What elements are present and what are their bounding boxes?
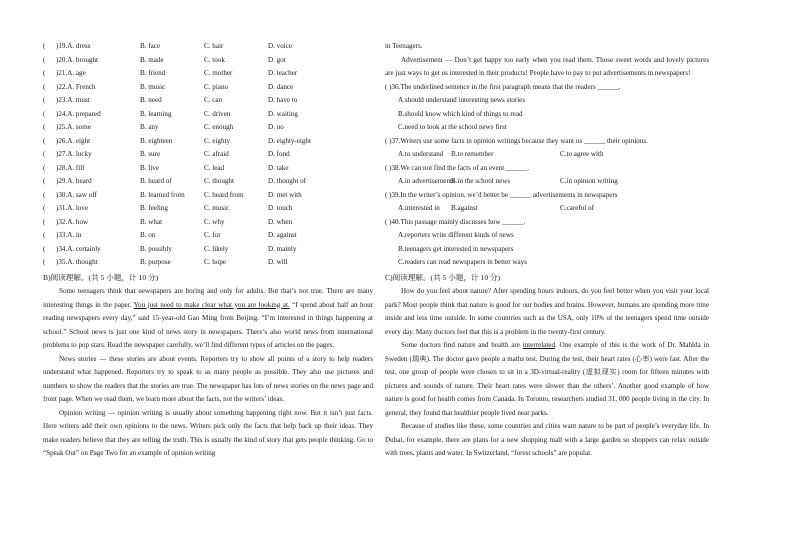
option-d: D. will: [268, 258, 288, 266]
option-b: B. learning: [140, 109, 172, 118]
option-c: C. afraid: [204, 150, 229, 158]
answer-bracket: (: [43, 150, 46, 158]
question-number: )27.: [56, 150, 68, 158]
option-a: A. must: [67, 96, 90, 104]
question-number: )20.: [56, 55, 68, 64]
option-a: A. love: [67, 204, 89, 212]
section-b-paragraph-1: Some teenagers think that newspapers are boring and only for adults. But that’s not true. There are many interesting things in the paper. You just need to make clear what you are looking at. “I spend about half an hour reading newspapers every day,” said 15-year-old Gao Ming from Beijing. “I’m interested in things happening at school.” School news is just one kind of news story in newspapers. There’s also world news from international problems to pop stars. Read the newspaper carefully, we’ll find different types of articles on the pages.: [43, 287, 373, 349]
question-option: B.in the school news: [451, 177, 511, 185]
section-c-paragraph-1: How do you feel about nature? After spending hours indoors, do you feel better when you visit your local park? Most people think that nature is good for our bodies and brains. However, humans are spending more time inside and less time outside. In some countries such as the USA, only 10% of the teenagers spend time outside every day. Many doctors feel that this is a problem in the twenty-first century.: [385, 287, 709, 336]
option-c: C. likely: [204, 244, 229, 253]
option-a: A. thought: [67, 258, 98, 266]
question-number-and-option-a: [56, 162, 84, 176]
question-number-and-option-a: [56, 135, 90, 149]
question-number-and-option-a: [56, 121, 91, 135]
option-c: C. hope: [204, 258, 227, 266]
question-options-row: [385, 202, 709, 216]
question-number-and-option-a: [56, 40, 90, 54]
question-number-and-option-a: [56, 229, 81, 243]
option-a: A. some: [67, 123, 91, 131]
question-number: )33.: [56, 231, 68, 239]
option-b: B. made: [140, 55, 164, 64]
answer-bracket: (: [43, 136, 46, 145]
question-number: )22.: [56, 82, 68, 91]
section-c-title: C)阅读理解。(共 5 小题，计 10 分): [385, 272, 501, 282]
question-option: A.reporters write different kinds of news: [398, 231, 514, 239]
question-option: C.readers can read newspapers in better ways: [398, 258, 528, 266]
cloze-row: [43, 175, 373, 189]
option-d: D. have to: [268, 96, 298, 104]
cloze-row: [43, 40, 373, 54]
option-d: D. voice: [268, 42, 293, 50]
option-c: C. piano: [204, 82, 229, 91]
answer-bracket: (: [43, 163, 46, 172]
option-b: B. purpose: [140, 258, 171, 266]
question-stem: ( )40.This passage mainly discusses how ______.: [385, 217, 526, 226]
option-c: C. took: [204, 55, 225, 64]
question-number: )28.: [56, 163, 68, 172]
question-options-row: [385, 148, 709, 162]
cloze-row: [43, 94, 373, 108]
option-d: D. touch: [268, 204, 293, 212]
option-d: D. met with: [268, 190, 302, 199]
cloze-row: [43, 256, 373, 270]
option-a: A. prepared: [67, 109, 101, 118]
option-a: A. French: [67, 82, 96, 91]
question-stem: ( )39.In the writer’s opinion, we’d better be ______ advertisements in newspapers: [385, 190, 618, 199]
answer-bracket: (: [43, 69, 46, 77]
option-c: C. can: [204, 96, 223, 104]
question-option: A.should understand interesting news stories: [398, 96, 526, 104]
question-number: )30.: [56, 190, 68, 199]
cloze-options-list: [43, 40, 373, 270]
question-number-and-option-a: [56, 108, 101, 122]
option-b: B. need: [140, 96, 162, 104]
option-d: D. eighty-eight: [268, 136, 311, 145]
cloze-row: [43, 108, 373, 122]
option-d: D. waiting: [268, 109, 298, 118]
question-stem: ( )37.Writers use some facts in opinion writings because they want us ______ their opinions.: [385, 136, 648, 145]
question-options-row: [385, 175, 709, 189]
answer-bracket: (: [43, 82, 46, 91]
option-a: A. certainly: [67, 244, 101, 253]
section-b-title: B)阅读理解。(共 5 小题，计 10 分): [43, 272, 159, 282]
question-number-and-option-a: [56, 67, 86, 81]
option-b: B. eighteen: [140, 136, 173, 145]
cloze-row: [43, 216, 373, 230]
question-option: B.against: [451, 204, 478, 212]
cloze-row: [43, 67, 373, 81]
answer-bracket: (: [43, 55, 46, 64]
right-column: [385, 40, 709, 461]
option-c: C. music: [204, 204, 230, 212]
answer-bracket: (: [43, 244, 46, 253]
option-c: C. enough: [204, 123, 234, 131]
option-b: B. live: [140, 163, 159, 172]
option-d: D. thought of: [268, 177, 307, 185]
question-number: )35.: [56, 258, 68, 266]
answer-bracket: (: [43, 96, 46, 104]
question-number-and-option-a: [56, 175, 92, 189]
option-a: A. dress: [67, 42, 91, 50]
question-option: B.teenagers get interested in newspapers: [398, 244, 514, 253]
option-d: D. got: [268, 55, 286, 64]
answer-bracket: (: [43, 204, 46, 212]
question-number-and-option-a: [56, 256, 98, 270]
question-number-and-option-a: [56, 148, 92, 162]
question-number: )23.: [56, 96, 68, 104]
option-d: D. against: [268, 231, 297, 239]
answer-bracket: (: [43, 258, 46, 266]
answer-bracket: (: [43, 190, 46, 199]
question-option: A.to understand: [398, 150, 444, 158]
option-d: D. teacher: [268, 69, 298, 77]
option-a: A. fill: [67, 163, 85, 172]
option-b: B. possibly: [140, 244, 172, 253]
question-number-and-option-a: [56, 94, 90, 108]
option-b: B. face: [140, 42, 161, 50]
answer-bracket: (: [43, 42, 46, 50]
question-number-and-option-a: [56, 216, 88, 230]
option-a: A. saw off: [67, 190, 97, 199]
question-option: C.to agree with: [560, 150, 604, 158]
cloze-row: [43, 229, 373, 243]
answer-bracket: (: [43, 177, 46, 185]
option-b: B. any: [140, 123, 159, 131]
question-number: )31.: [56, 204, 68, 212]
section-b-paragraph-3: Opinion writing — opinion writing is usually about something happening right now. But it isn’t just facts. Here writers add their own opinions to the news. Writers pick only the facts that help back up their ideas. They make readers believe that they are telling the truth. This is usually the kind of story that gets people thinking. Go to “Speak Out” on Page Two for an example of opinion writing: [43, 408, 373, 457]
cloze-row: [43, 54, 373, 68]
option-c: C. for: [204, 231, 221, 239]
section-b-paragraph-4: Advertisement — Don’t get happy too early when you read them. Those sweet words and lovely pictures are just ways to get us interested in their products! People have to pay to put advertisements in newspapers!: [385, 55, 709, 77]
answer-bracket: (: [43, 123, 46, 131]
underlined-word: interrelated: [522, 341, 555, 349]
question-option: A.interested in: [398, 204, 440, 212]
question-number: )21.: [56, 69, 68, 77]
question-number-and-option-a: [56, 243, 101, 257]
section-c-paragraph-3: Because of studies like these, some countries and cities want nature to be part of people’s everyday life. In Dubai, for example, there are plans for a new shopping mall with a large garden so shoppers can relax outside with trees, plants and water. In Switzerland, “forest schools” are popular.: [385, 422, 709, 457]
option-a: A. eight: [67, 136, 91, 145]
question-option: C.need to look at the school news first: [398, 123, 507, 131]
question-number: )24.: [56, 109, 68, 118]
question-option: A.in advertisements: [398, 177, 455, 185]
question-number-and-option-a: [56, 54, 98, 68]
option-c: C. heard from: [204, 190, 244, 199]
option-a: A. brought: [67, 55, 98, 64]
section-c-paragraph-2: Some doctors find nature and health are interrelated. One example of this is the work of Dr. Mahlda in Sweden (瑞典). The doctor gave people a maths test. During the test, their heart rates (心率) were fast. After the test, one group of people were chosen to sit in a 3D-virtual-reality (虚拟现实) room for fifteen minutes with pictures and sounds of nature. Their heart rates were slower than the others’. Another good example of how nature is good for health comes from Canada. In Toronto, researchers studied 31, 000 people living in the city. In general, they found that healthier people lived near parks.: [385, 341, 709, 417]
option-d: D. fond: [268, 150, 290, 158]
option-d: D. take: [268, 163, 289, 172]
option-c: C. driven: [204, 109, 231, 118]
question-stem: ( )38.We can not find the facts of an event ______.: [385, 163, 530, 172]
question-number: )26.: [56, 136, 68, 145]
cloze-row: [43, 202, 373, 216]
answer-bracket: (: [43, 109, 46, 118]
option-d: D. mainly: [268, 244, 297, 253]
question-number: )19.: [56, 42, 68, 50]
option-a: A. age: [67, 69, 86, 77]
section-b-paragraph-3-end: in Teenagers.: [385, 42, 423, 50]
option-b: B. what: [140, 217, 163, 226]
option-b: B. heard of: [140, 177, 172, 185]
cloze-row: [43, 81, 373, 95]
option-a: A. how: [67, 217, 89, 226]
option-b: B. sure: [140, 150, 161, 158]
cloze-row: [43, 135, 373, 149]
option-a: A. heard: [67, 177, 92, 185]
answer-bracket: (: [43, 217, 46, 226]
cloze-row: [43, 162, 373, 176]
question-option: C.careful of: [560, 204, 594, 212]
option-d: D. dance: [268, 82, 294, 91]
question-number: )29.: [56, 177, 68, 185]
option-b: B. feeling: [140, 204, 168, 212]
option-b: B. learned from: [140, 190, 185, 199]
question-number-and-option-a: [56, 202, 88, 216]
question-option: B.to remember: [451, 150, 494, 158]
option-c: C. hair: [204, 42, 224, 50]
cloze-row: [43, 189, 373, 203]
question-option: C.in opinion writing: [560, 177, 618, 185]
option-c: C. lead: [204, 163, 225, 172]
reading-questions: [385, 81, 709, 270]
question-number: )34.: [56, 244, 68, 253]
question-stem: ( )36.The underlined sentence in the first paragraph means that the readers ______.: [385, 82, 621, 91]
option-a: A. in: [67, 231, 82, 239]
option-c: C. mother: [204, 69, 233, 77]
answer-bracket: (: [43, 231, 46, 239]
left-column: [43, 40, 373, 461]
cloze-row: [43, 121, 373, 135]
option-d: D. when: [268, 217, 293, 226]
option-b: B. on: [140, 231, 156, 239]
option-c: C. thought: [204, 177, 234, 185]
underlined-sentence: You just need to make clear what you are looking at.: [133, 300, 290, 309]
option-d: D. no: [268, 123, 284, 131]
question-number: )25.: [56, 123, 68, 131]
option-c: C. eighty: [204, 136, 231, 145]
question-number: )32.: [56, 217, 68, 226]
cloze-row: [43, 243, 373, 257]
question-number-and-option-a: [56, 189, 97, 203]
option-b: B. music: [140, 82, 166, 91]
question-number-and-option-a: [56, 81, 96, 95]
question-option: B.should know which kind of things to read: [398, 109, 523, 118]
option-b: B. friend: [140, 69, 166, 77]
section-b-paragraph-2: News stories — these stories are about events. Reporters try to show all points of a story to help readers understand what happened. Reporters try to speak to as many people as possible. They also use pictures and numbers to show the readers that the stories are true. The newspaper has lots of news stories on the news page and front page. When we read them, we learn more about the facts, not the writers’ ideas.: [43, 354, 373, 403]
cloze-row: [43, 148, 373, 162]
option-a: A. lucky: [67, 150, 92, 158]
option-c: C. why: [204, 217, 225, 226]
